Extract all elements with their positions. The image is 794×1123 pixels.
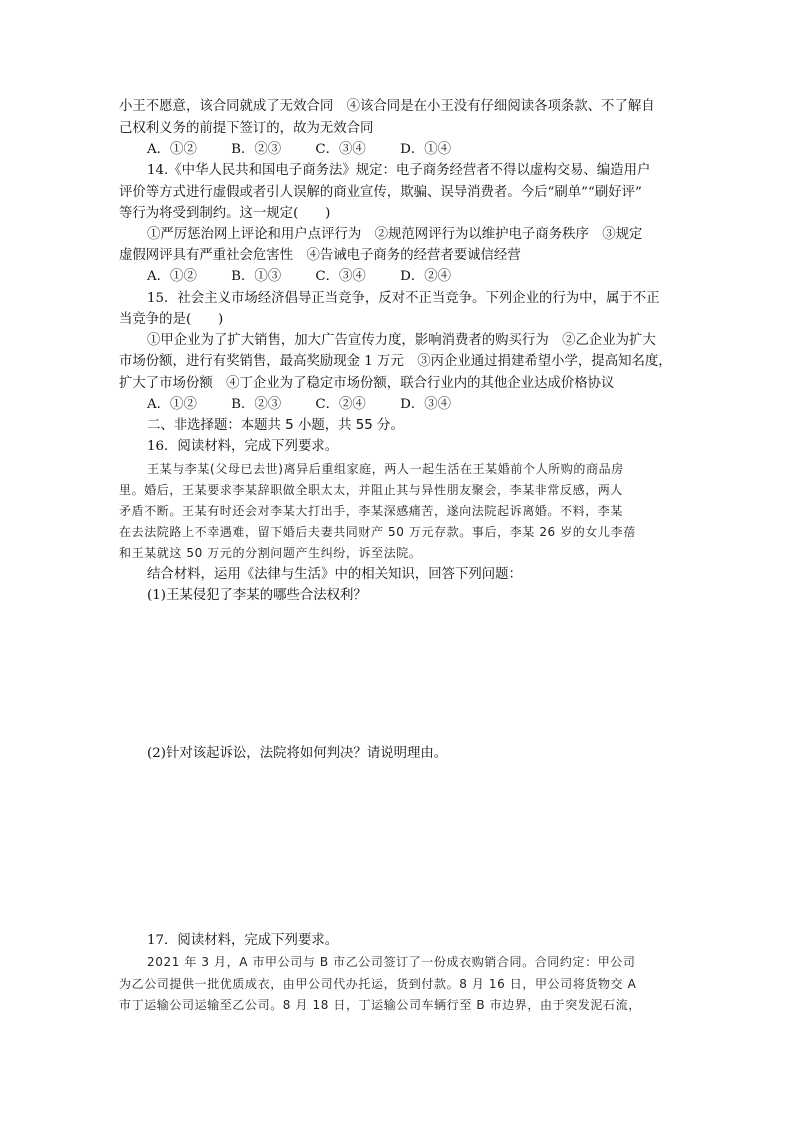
q15-choice-line: 扩大了市场份额 ④丁企业为了稳定市场份额，联合行业内的其他企业达成价格协议 [119, 376, 615, 391]
section-heading: 二、非选择题：本题共 5 小题，共 55 分。 [147, 418, 404, 433]
q13-options [147, 139, 707, 161]
q16-material-line: 矛盾不断。王某有时还会对李某大打出手，李某深感痛苦，遂向法院起诉离婚。不料，李某 [119, 504, 624, 518]
q17-material-line: 市丁运输公司运输至乙公司。8 月 18 日，丁运输公司车辆行至 B 市边界，由于突发泥石流， [119, 998, 641, 1012]
q16-material-line: 里。婚后，王某要求李某辞职做全职太太，并阻止其与异性朋友聚会，李某非常反感，两人 [119, 483, 624, 497]
option-d: D．②④ [400, 269, 451, 284]
option-c: C．③④ [315, 269, 366, 284]
q17-material-line: 为乙公司提供一批优质成衣，由甲公司代办托运，货到付款。8 月 16 日，甲公司将货物交 A [119, 977, 637, 991]
option-a: A．①② [147, 269, 197, 284]
q16-stem: 16．阅读材料，完成下列要求。 [147, 439, 339, 454]
q13-text-line: 小王不愿意，该合同就成了无效合同 ④该合同是在小王没有仔细阅读各项条款、不了解自 [119, 99, 655, 114]
q16-subquestion-2: (2)针对该起诉讼，法院将如何判决？请说明理由。 [147, 746, 448, 761]
q16-material-line: 和王某就这 50 万元的分割问题产生纠纷，诉至法院。 [119, 546, 422, 560]
option-d: D．③④ [400, 397, 451, 412]
q15-choice-line: 市场份额，进行有奖销售，最高奖励现金 1 万元 ③丙企业通过捐建希望小学，提高知名度， [119, 354, 672, 369]
q15-options [147, 394, 707, 416]
option-b: B．②③ [231, 142, 282, 157]
q16-material-line: 王某与李某(父母已去世)离异后重组家庭，两人一起生活在王某婚前个人所购的商品房 [147, 462, 624, 476]
q14-choice-line: 虚假网评具有严重社会危害性 ④告诫电子商务的经营者要诚信经营 [119, 248, 521, 263]
q15-stem: 15．社会主义市场经济倡导正当竞争，反对不正当竞争。下列企业的行为中，属于不正 [147, 291, 660, 306]
q14-stem: 14.《中华人民共和国电子商务法》规定：电子商务经营者不得以虚构交易、编造用户 [147, 163, 651, 178]
q14-text-line: 评价等方式进行虚假或者引人误解的商业宣传，欺骗、误导消费者。今后“刷单”“刷好评” [119, 185, 642, 200]
option-b: B．②③ [231, 397, 282, 412]
option-c: C．③④ [315, 142, 366, 157]
q14-options [147, 266, 707, 288]
option-c: C．②④ [315, 397, 366, 412]
option-b: B．①③ [231, 269, 282, 284]
option-a: A．①② [147, 142, 197, 157]
q17-material-line: 2021 年 3 月，A 市甲公司与 B 市乙公司签订了一份成衣购销合同。合同约定：甲公司 [147, 955, 636, 969]
option-a: A．①② [147, 397, 197, 412]
option-d: D．①④ [400, 142, 451, 157]
q17-stem: 17．阅读材料，完成下列要求。 [147, 933, 339, 948]
q13-text-line: 己权利义务的前提下签订的，故为无效合同 [119, 121, 374, 136]
q16-subquestion-1: (1)王某侵犯了李某的哪些合法权利？ [147, 588, 367, 603]
q15-choice-line: ①甲企业为了扩大销售，加大广告宣传力度，影响消费者的购买行为 ②乙企业为扩大 [147, 333, 656, 348]
q14-text-line: 等行为将受到制约。这一规定( ) [119, 206, 331, 221]
q16-material-line: 在去法院路上不幸遇难，留下婚后夫妻共同财产 50 万元存款。事后，李某 26 岁的女儿李蓓 [119, 525, 636, 539]
q15-text-line: 当竞争的是( ) [119, 312, 224, 327]
q16-requirement: 结合材料，运用《法律与生活》中的相关知识，回答下列问题： [147, 567, 522, 582]
q14-choice-line: ①严厉惩治网上评论和用户点评行为 ②规范网评行为以维护电子商务秩序 ③规定 [147, 227, 643, 242]
